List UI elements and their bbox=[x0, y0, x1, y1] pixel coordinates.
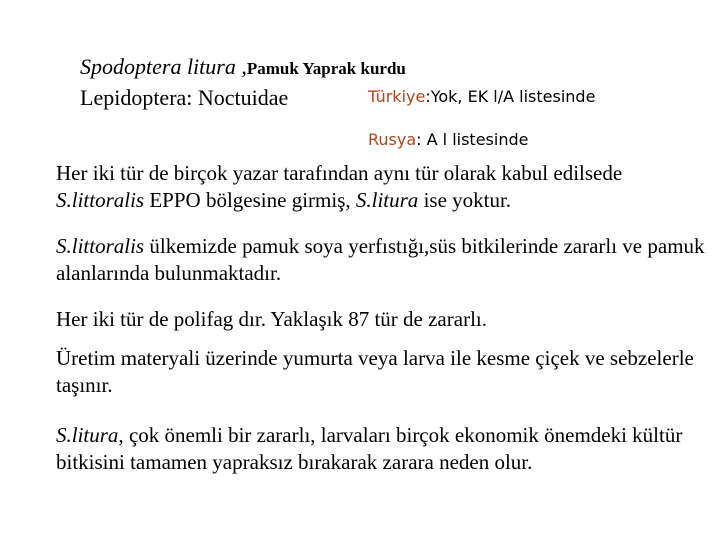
paragraph-eppo bbox=[56, 160, 706, 214]
p4-text: Üretim materyali üzerinde yumurta veya larva ile kesme çiçek ve sebzelerle taşınır. bbox=[56, 346, 694, 397]
paragraph-transport bbox=[56, 345, 706, 399]
status-russia-text: A l listesinde bbox=[426, 130, 529, 149]
status-russia-sep: : bbox=[416, 130, 427, 149]
status-turkey-sep: : bbox=[425, 87, 431, 106]
status-turkey bbox=[368, 87, 595, 106]
status-turkey-text: Yok, EK l/A listesinde bbox=[430, 87, 596, 106]
title-line bbox=[80, 54, 406, 80]
paragraph-distribution bbox=[56, 233, 706, 287]
p3-text: Her iki tür de polifag dır. Yaklaşık 87 tür de zararlı. bbox=[56, 307, 487, 331]
p5-text-b: çok önemli bir zararlı, larvaları birçok ekonomik önemdeki kültür bitkisini tamamen yapraksız bırakarak zarara neden olur. bbox=[56, 423, 683, 474]
taxonomy-line: Lepidoptera: Noctuidae bbox=[80, 85, 289, 110]
species-name: Spodoptera litura bbox=[80, 54, 236, 79]
p1-text-e: ise yoktur. bbox=[418, 188, 512, 212]
p1-text-a: Her iki tür de birçok yazar tarafından aynı tür olarak kabul edilsede bbox=[56, 161, 623, 185]
p1-species-litura: S.litura bbox=[355, 188, 419, 212]
status-russia bbox=[368, 130, 528, 149]
p2-text-b: ülkemizde pamuk soya yerfıstığı,süs bitkilerinde zararlı ve pamuk alanlarında bulunmaktadır. bbox=[56, 234, 705, 285]
country-turkey: Türkiye bbox=[368, 87, 426, 106]
p2-species-littoralis: S.littoralis bbox=[56, 234, 145, 258]
paragraph-damage bbox=[56, 422, 706, 476]
paragraph-polyphagous bbox=[56, 306, 706, 333]
common-name: Pamuk Yaprak kurdu bbox=[246, 59, 406, 78]
p1-text-c: EPPO bölgesine girmiş, bbox=[144, 188, 356, 212]
country-russia: Rusya bbox=[368, 130, 417, 149]
p1-species-littoralis: S.littoralis bbox=[56, 188, 145, 212]
p5-species-litura: S.litura, bbox=[56, 423, 124, 447]
title-separator: , bbox=[235, 54, 247, 79]
